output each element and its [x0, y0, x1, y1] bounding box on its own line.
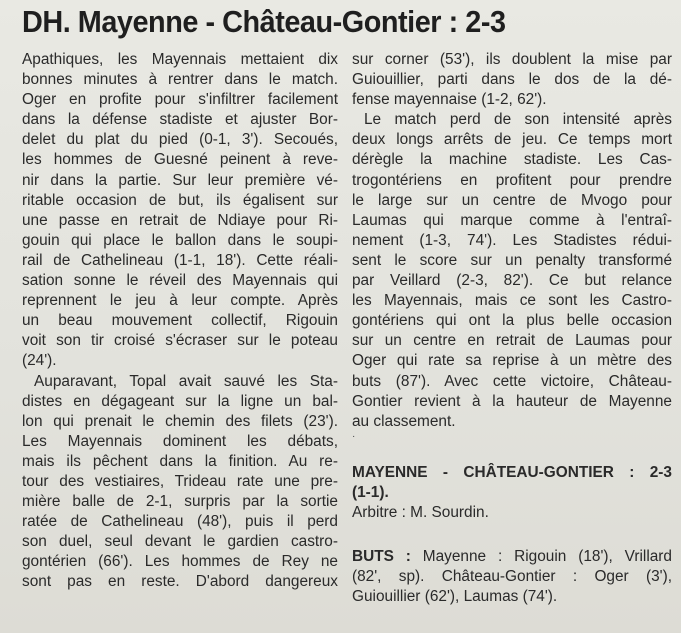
text-line: sur corner (53'), ils doublent la mise par [352, 51, 672, 68]
goals-line [352, 547, 672, 567]
text-line: delet du plat du pied (0-1, 3'). Secoués, [22, 131, 338, 149]
text-line: sation sonne le réveil des Mayennais qui [22, 272, 338, 290]
text-line: lon qui prenait le chemin des filets (23'). [22, 412, 338, 430]
text-line: un beau mouvement collectif, Rigouin [22, 312, 338, 330]
goals-line: (82', sp). Château-Gontier : Oger (3'), [352, 568, 672, 586]
text-line: bonnes minutes à rentrer dans le match. [22, 71, 338, 89]
text-line: trogontériens en profitent pour prendre [352, 171, 672, 189]
text-line: dérègle la machine stadiste. Les Cas- [352, 151, 672, 169]
article-column-left [22, 50, 338, 593]
text-line: Apathiques, les Mayennais mettaient dix [22, 51, 338, 68]
goals-text: Mayenne : Rigouin (18'), Vrillard [410, 548, 672, 565]
text-line: gontérien (66'). Les hommes de Rey ne [22, 553, 338, 571]
text-line: buts (87'). Avec cette victoire, Château- [352, 372, 672, 390]
text-line: Les Mayennais dominent les débats, [22, 432, 338, 450]
text-line: (24'). [22, 352, 57, 370]
article-column-right [352, 50, 672, 444]
text-line: le large sur un centre de Mvogo pour [352, 191, 672, 209]
text-line: reprennent le jeu à leur compte. Après [22, 292, 338, 310]
text-line: sur un centre en retrait de Laumas pour [352, 332, 672, 350]
text-line: nir dans la partie. Sur leur première vé- [22, 171, 338, 189]
text-line: une passe en retrait de Ndiaye pour Ri- [22, 211, 338, 229]
halftime-score: (1-1). [352, 484, 389, 502]
text-line: Gontier revient à la hauteur de Mayenne [352, 392, 672, 410]
text-line: les Mayennais, mais ce sont les Castro- [352, 292, 672, 310]
text-line: sont pas en reste. D'abord dangereux [22, 573, 338, 591]
text-line: Oger qui rate sa reprise à un mètre des [352, 352, 672, 370]
separator-dot: · [352, 430, 356, 442]
text-line: deux longs arrêts de jeu. Ce temps mort [352, 131, 672, 149]
text-line: sent le score sur un penalty transformé [352, 251, 672, 269]
text-line: rail de Cathelineau (1-1, 18'). Cette réali- [22, 251, 338, 269]
text-line: fense mayennaise (1-2, 62'). [352, 91, 547, 109]
text-line: mière balle de 2-1, surpris par la sortie [22, 493, 338, 511]
goals-label: BUTS : [352, 548, 411, 565]
text-line: Laumas qui marque comme à l'entraî- [352, 211, 672, 229]
text-line: les hommes de Guesné peinent à reve- [22, 151, 338, 169]
text-line: ritable occasion de but, ils égalisent sur [22, 191, 338, 209]
text-line: gouin qui place le ballon dans le soupi- [22, 231, 338, 249]
goals-summary [352, 547, 672, 607]
text-line: Le match perd de son intensité après [364, 111, 672, 129]
text-line: dans la défense stadiste et ajuster Bor- [22, 111, 338, 129]
referee-line: Arbitre : M. Sourdin. [352, 504, 489, 522]
text-line: Oger en profite pour s'infiltrer facilement [22, 91, 338, 109]
text-line: mais ils pêchent dans la finition. Au re- [22, 452, 338, 470]
text-line: Auparavant, Topal avait sauvé les Sta- [34, 372, 338, 390]
text-line: Guiouillier, parti dans le dos de la dé- [352, 71, 672, 89]
text-line: nement (1-3, 74'). Les Stadistes rédui- [352, 231, 672, 249]
goals-line: Guiouillier (62'), Laumas (74'). [352, 588, 558, 606]
text-line: son duel, seul devant le gardien castro- [22, 533, 338, 551]
text-line: voit son tir croisé s'écraser sur le poteau [22, 332, 338, 350]
match-summary [352, 463, 672, 523]
text-line: ratée de Cathelineau (48'), puis il perd [22, 513, 338, 531]
text-line: tour des vestiaires, Trideau rate une pre- [22, 472, 338, 490]
match-score-line: MAYENNE - CHÂTEAU-GONTIER : 2-3 [352, 464, 672, 481]
text-line: au classement. [352, 412, 456, 430]
article-headline: DH. Mayenne - Château-Gontier : 2-3 [22, 4, 506, 39]
text-line: distes en dégageant sur la ligne un bal- [22, 392, 338, 410]
text-line: par Veillard (2-3, 82'). Ce but relance [352, 272, 672, 290]
text-line: gontériens qui ont la plus belle occasion [352, 312, 672, 330]
